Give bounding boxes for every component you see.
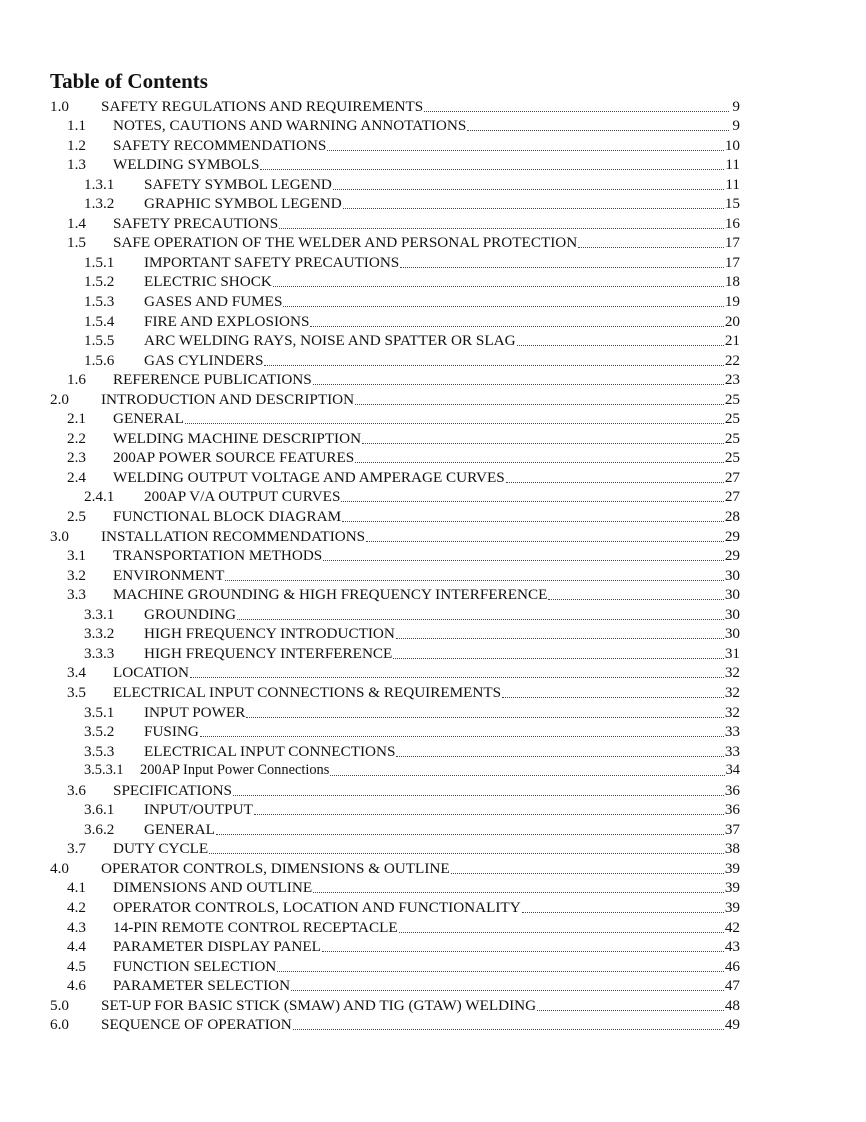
toc-dot-leader xyxy=(277,970,724,972)
toc-entry[interactable] xyxy=(50,174,740,194)
toc-entry[interactable] xyxy=(50,761,740,781)
toc-entry[interactable] xyxy=(50,370,740,390)
toc-dot-leader xyxy=(293,1028,724,1030)
toc-entry-page-number: 22 xyxy=(724,351,740,369)
toc-entry-title: FIRE AND EXPLOSIONS xyxy=(144,312,310,330)
toc-entry-title: GRAPHIC SYMBOL LEGEND xyxy=(144,195,342,213)
toc-entry-page-number: 17 xyxy=(724,234,740,252)
toc-entry-number: 1.5.5 xyxy=(84,332,115,350)
toc-entry-page-number: 36 xyxy=(724,801,740,819)
toc-entry-title: TRANSPORTATION METHODS xyxy=(113,547,323,565)
toc-dot-leader xyxy=(467,129,729,131)
toc-entry-number: 3.6 xyxy=(67,781,86,799)
toc-entry-number: 3.5.3.1 xyxy=(84,762,124,779)
toc-entry[interactable] xyxy=(50,937,740,957)
toc-entry-title: REFERENCE PUBLICATIONS xyxy=(113,371,312,389)
toc-entry[interactable] xyxy=(50,624,740,644)
toc-entry-title: GENERAL xyxy=(144,820,215,838)
toc-dot-leader xyxy=(366,540,724,542)
toc-entry-title: GAS CYLINDERS xyxy=(144,351,264,369)
toc-entry-title: LOCATION xyxy=(113,664,189,682)
toc-entry-title: SAFETY RECOMMENDATIONS xyxy=(113,136,327,154)
toc-dot-leader xyxy=(517,344,724,346)
toc-entry-number: 4.6 xyxy=(67,977,86,995)
toc-dot-leader xyxy=(246,716,723,718)
toc-entry[interactable] xyxy=(50,389,740,409)
toc-entry-page-number: 30 xyxy=(724,605,740,623)
toc-entry-page-number: 25 xyxy=(724,390,740,408)
toc-entry-title: FUSING xyxy=(144,723,199,741)
toc-entry[interactable] xyxy=(50,135,740,155)
toc-entry[interactable] xyxy=(50,331,740,351)
toc-dot-leader xyxy=(548,598,723,600)
toc-entry-page-number: 39 xyxy=(724,879,740,897)
toc-dot-leader xyxy=(341,500,723,502)
toc-entry-number: 1.5.2 xyxy=(84,273,115,291)
toc-entry-title: PARAMETER DISPLAY PANEL xyxy=(113,938,321,956)
toc-entry-page-number: 27 xyxy=(724,488,740,506)
toc-dot-leader xyxy=(396,755,723,757)
toc-entry-number: 6.0 xyxy=(50,1016,69,1034)
toc-entry-number: 3.3.1 xyxy=(84,605,115,623)
toc-entry-page-number: 18 xyxy=(724,273,740,291)
toc-entry[interactable] xyxy=(50,487,740,507)
toc-entry-number: 1.5 xyxy=(67,234,86,252)
toc-entry-page-number: 25 xyxy=(724,449,740,467)
toc-entry[interactable] xyxy=(50,448,740,468)
toc-entry[interactable] xyxy=(50,995,740,1015)
toc-entry-title: GASES AND FUMES xyxy=(144,293,283,311)
toc-entry-page-number: 19 xyxy=(724,293,740,311)
toc-entry-number: 2.4.1 xyxy=(84,488,115,506)
toc-entry-number: 1.0 xyxy=(50,97,69,115)
toc-dot-leader xyxy=(396,637,724,639)
toc-entry-title: ARC WELDING RAYS, NOISE AND SPATTER OR SLAG xyxy=(144,332,516,350)
toc-dot-leader xyxy=(273,285,724,287)
toc-entry-number: 2.1 xyxy=(67,410,86,428)
toc-title: Table of Contents xyxy=(50,69,208,93)
toc-entry-title: SPECIFICATIONS xyxy=(113,781,232,799)
toc-entry-page-number: 25 xyxy=(724,429,740,447)
toc-entry-number: 2.4 xyxy=(67,468,86,486)
toc-entry-number: 3.5.2 xyxy=(84,723,115,741)
toc-dot-leader xyxy=(190,676,724,678)
toc-entry-number: 4.4 xyxy=(67,938,86,956)
toc-dot-leader xyxy=(185,422,724,424)
toc-entry-title: ENVIRONMENT xyxy=(113,566,225,584)
toc-entry-page-number: 42 xyxy=(724,918,740,936)
toc-entry-number: 3.7 xyxy=(67,840,86,858)
toc-entry[interactable] xyxy=(50,116,740,136)
toc-entry[interactable] xyxy=(50,506,740,526)
toc-entry-page-number: 36 xyxy=(724,781,740,799)
toc-entry-page-number: 10 xyxy=(724,136,740,154)
toc-entry-title: INTRODUCTION AND DESCRIPTION xyxy=(101,390,355,408)
toc-entry-number: 1.3 xyxy=(67,156,86,174)
toc-dot-leader xyxy=(313,383,724,385)
toc-entry[interactable] xyxy=(50,702,740,722)
toc-entry-number: 4.3 xyxy=(67,918,86,936)
toc-entry-page-number: 34 xyxy=(725,762,740,779)
toc-entry-title: SAFETY SYMBOL LEGEND xyxy=(144,175,332,193)
toc-dot-leader xyxy=(522,911,724,913)
toc-entry-title: OPERATOR CONTROLS, DIMENSIONS & OUTLINE xyxy=(101,859,450,877)
toc-entry-page-number: 39 xyxy=(724,859,740,877)
toc-dot-leader xyxy=(502,696,724,698)
toc-entry-title: ELECTRIC SHOCK xyxy=(144,273,272,291)
toc-entry-number: 1.5.4 xyxy=(84,312,115,330)
toc-dot-leader xyxy=(355,403,724,405)
toc-dot-leader xyxy=(323,559,724,561)
toc-entry-page-number: 32 xyxy=(724,664,740,682)
toc-entry-page-number: 29 xyxy=(724,527,740,545)
toc-entry-page-number: 31 xyxy=(724,644,740,662)
toc-entry-number: 1.6 xyxy=(67,371,86,389)
toc-dot-leader xyxy=(216,833,724,835)
toc-entry[interactable] xyxy=(50,350,740,370)
toc-entry-page-number: 25 xyxy=(724,410,740,428)
toc-dot-leader xyxy=(310,325,723,327)
toc-dot-leader xyxy=(322,950,724,952)
toc-entry-page-number: 16 xyxy=(724,214,740,232)
toc-entry[interactable] xyxy=(50,819,740,839)
toc-dot-leader xyxy=(264,364,723,366)
toc-entry-page-number: 23 xyxy=(724,371,740,389)
toc-entry-number: 1.4 xyxy=(67,214,86,232)
toc-entry-title: 14-PIN REMOTE CONTROL RECEPTACLE xyxy=(113,918,398,936)
toc-entry-page-number: 9 xyxy=(732,97,740,115)
toc-entry-page-number: 29 xyxy=(724,547,740,565)
toc-entry-number: 3.6.2 xyxy=(84,820,115,838)
toc-entry-page-number: 47 xyxy=(724,977,740,995)
toc-entry[interactable] xyxy=(50,878,740,898)
toc-entry-page-number: 48 xyxy=(724,996,740,1014)
toc-entry[interactable] xyxy=(50,643,740,663)
toc-entry-page-number: 46 xyxy=(724,957,740,975)
toc-dot-leader xyxy=(200,735,724,737)
toc-entry-page-number: 11 xyxy=(725,156,740,174)
toc-entry-page-number: 28 xyxy=(724,508,740,526)
toc-entry-page-number: 39 xyxy=(724,898,740,916)
toc-entry-title: PARAMETER SELECTION xyxy=(113,977,291,995)
toc-entry[interactable] xyxy=(50,194,740,214)
toc-entry-number: 1.3.1 xyxy=(84,175,115,193)
toc-entry-number: 3.1 xyxy=(67,547,86,565)
toc-entry-number: 2.0 xyxy=(50,390,69,408)
toc-dot-leader xyxy=(237,618,724,620)
toc-entry-title: 200AP POWER SOURCE FEATURES xyxy=(113,449,355,467)
toc-entry-page-number: 33 xyxy=(724,742,740,760)
toc-entry[interactable] xyxy=(50,839,740,859)
toc-entry[interactable] xyxy=(50,526,740,546)
toc-entry[interactable] xyxy=(50,565,740,585)
toc-list xyxy=(50,96,740,1034)
toc-dot-leader xyxy=(537,1009,724,1011)
toc-entry[interactable] xyxy=(50,546,740,566)
toc-entry-title: SAFETY PRECAUTIONS xyxy=(113,214,279,232)
toc-entry-number: 2.3 xyxy=(67,449,86,467)
toc-entry[interactable] xyxy=(50,252,740,272)
toc-entry-title: SEQUENCE OF OPERATION xyxy=(101,1016,292,1034)
toc-entry-title: SAFETY REGULATIONS AND REQUIREMENTS xyxy=(101,97,424,115)
toc-entry-title: GENERAL xyxy=(113,410,184,428)
toc-entry-title: MACHINE GROUNDING & HIGH FREQUENCY INTERFERENCE xyxy=(113,586,548,604)
toc-entry[interactable] xyxy=(50,741,740,761)
toc-dot-leader xyxy=(283,305,723,307)
toc-entry-number: 3.4 xyxy=(67,664,86,682)
toc-dot-leader xyxy=(233,794,724,796)
toc-dot-leader xyxy=(362,442,724,444)
toc-entry-title: FUNCTION SELECTION xyxy=(113,957,277,975)
toc-entry[interactable] xyxy=(50,272,740,292)
toc-entry-title: FUNCTIONAL BLOCK DIAGRAM xyxy=(113,508,342,526)
toc-entry[interactable] xyxy=(50,233,740,253)
toc-entry[interactable] xyxy=(50,917,740,937)
toc-entry-title: 200AP V/A OUTPUT CURVES xyxy=(144,488,341,506)
toc-entry[interactable] xyxy=(50,409,740,429)
toc-entry-number: 3.3.2 xyxy=(84,625,115,643)
toc-entry-page-number: 30 xyxy=(724,625,740,643)
toc-entry-title: HIGH FREQUENCY INTERFERENCE xyxy=(144,644,393,662)
toc-entry[interactable] xyxy=(50,663,740,683)
toc-entry-number: 1.1 xyxy=(67,117,86,135)
toc-entry-number: 5.0 xyxy=(50,996,69,1014)
toc-entry[interactable] xyxy=(50,722,740,742)
toc-entry-page-number: 32 xyxy=(724,683,740,701)
toc-entry-number: 3.5 xyxy=(67,683,86,701)
toc-entry[interactable] xyxy=(50,1015,740,1035)
toc-entry-number: 1.5.6 xyxy=(84,351,115,369)
toc-entry[interactable] xyxy=(50,976,740,996)
toc-entry-number: 1.3.2 xyxy=(84,195,115,213)
toc-entry-title: OPERATOR CONTROLS, LOCATION AND FUNCTIONALITY xyxy=(113,898,521,916)
toc-entry-number: 4.1 xyxy=(67,879,86,897)
toc-entry-page-number: 38 xyxy=(724,840,740,858)
toc-entry[interactable] xyxy=(50,213,740,233)
toc-entry-number: 4.2 xyxy=(67,898,86,916)
toc-dot-leader xyxy=(424,110,729,112)
toc-entry[interactable] xyxy=(50,311,740,331)
toc-entry[interactable] xyxy=(50,858,740,878)
toc-entry-number: 3.3 xyxy=(67,586,86,604)
toc-dot-leader xyxy=(209,852,724,854)
toc-entry-number: 1.5.1 xyxy=(84,253,115,271)
toc-entry-page-number: 43 xyxy=(724,938,740,956)
toc-dot-leader xyxy=(254,813,724,815)
toc-entry-page-number: 30 xyxy=(724,586,740,604)
toc-dot-leader xyxy=(355,461,724,463)
toc-entry[interactable] xyxy=(50,956,740,976)
toc-entry-number: 3.6.1 xyxy=(84,801,115,819)
toc-entry-page-number: 32 xyxy=(724,703,740,721)
toc-entry-page-number: 33 xyxy=(724,723,740,741)
toc-dot-leader xyxy=(343,207,724,209)
toc-entry-title: WELDING SYMBOLS xyxy=(113,156,260,174)
toc-entry-page-number: 17 xyxy=(724,253,740,271)
toc-dot-leader xyxy=(260,168,724,170)
toc-entry-number: 4.5 xyxy=(67,957,86,975)
toc-entry-number: 4.0 xyxy=(50,859,69,877)
toc-entry-title: ELECTRICAL INPUT CONNECTIONS xyxy=(144,742,396,760)
toc-entry-page-number: 21 xyxy=(724,332,740,350)
toc-entry-title: WELDING OUTPUT VOLTAGE AND AMPERAGE CURVES xyxy=(113,468,505,486)
toc-entry-title: SET-UP FOR BASIC STICK (SMAW) AND TIG (GTAW) WELDING xyxy=(101,996,537,1014)
toc-entry-number: 3.2 xyxy=(67,566,86,584)
toc-entry-page-number: 27 xyxy=(724,468,740,486)
toc-entry-number: 2.2 xyxy=(67,429,86,447)
toc-entry-title: ELECTRICAL INPUT CONNECTIONS & REQUIREMENTS xyxy=(113,683,502,701)
toc-entry-title: INSTALLATION RECOMMENDATIONS xyxy=(101,527,366,545)
toc-entry[interactable] xyxy=(50,467,740,487)
toc-entry-number: 1.2 xyxy=(67,136,86,154)
toc-dot-leader xyxy=(393,657,723,659)
toc-entry-title: IMPORTANT SAFETY PRECAUTIONS xyxy=(144,253,400,271)
toc-entry-number: 3.5.3 xyxy=(84,742,115,760)
toc-entry[interactable] xyxy=(50,428,740,448)
toc-entry-title: WELDING MACHINE DESCRIPTION xyxy=(113,429,362,447)
toc-entry[interactable] xyxy=(50,96,740,116)
toc-entry[interactable] xyxy=(50,155,740,175)
toc-dot-leader xyxy=(313,891,724,893)
toc-dot-leader xyxy=(506,481,724,483)
toc-entry[interactable] xyxy=(50,604,740,624)
toc-entry-title: SAFE OPERATION OF THE WELDER AND PERSONAL PROTECTION xyxy=(113,234,578,252)
toc-entry-page-number: 49 xyxy=(724,1016,740,1034)
toc-entry-page-number: 9 xyxy=(732,117,740,135)
toc-entry-number: 3.0 xyxy=(50,527,69,545)
toc-entry-number: 2.5 xyxy=(67,508,86,526)
toc-entry-number: 3.3.3 xyxy=(84,644,115,662)
toc-entry-page-number: 37 xyxy=(724,820,740,838)
toc-entry-title: DIMENSIONS AND OUTLINE xyxy=(113,879,313,897)
toc-entry[interactable] xyxy=(50,682,740,702)
toc-entry-title: HIGH FREQUENCY INTRODUCTION xyxy=(144,625,395,643)
toc-dot-leader xyxy=(291,989,724,991)
toc-entry-title: NOTES, CAUTIONS AND WARNING ANNOTATIONS xyxy=(113,117,467,135)
toc-entry-page-number: 15 xyxy=(724,195,740,213)
toc-entry-title: INPUT POWER xyxy=(144,703,246,721)
toc-dot-leader xyxy=(225,579,723,581)
toc-dot-leader xyxy=(400,266,724,268)
toc-entry[interactable] xyxy=(50,897,740,917)
toc-entry[interactable] xyxy=(50,800,740,820)
toc-entry-page-number: 20 xyxy=(724,312,740,330)
toc-entry-title: GROUNDING xyxy=(144,605,236,623)
toc-entry-page-number: 30 xyxy=(724,566,740,584)
toc-dot-leader xyxy=(327,149,723,151)
toc-dot-leader xyxy=(578,246,724,248)
toc-dot-leader xyxy=(451,872,724,874)
toc-entry-title: INPUT/OUTPUT xyxy=(144,801,253,819)
toc-entry-title: 200AP Input Power Connections xyxy=(140,762,330,779)
toc-entry[interactable] xyxy=(50,585,740,605)
toc-entry-title: DUTY CYCLE xyxy=(113,840,209,858)
toc-dot-leader xyxy=(342,520,724,522)
toc-dot-leader xyxy=(399,931,724,933)
toc-entry-number: 1.5.3 xyxy=(84,293,115,311)
toc-entry[interactable] xyxy=(50,780,740,800)
toc-entry[interactable] xyxy=(50,291,740,311)
toc-dot-leader xyxy=(333,188,724,190)
toc-dot-leader xyxy=(279,227,724,229)
toc-entry-number: 3.5.1 xyxy=(84,703,115,721)
toc-entry-page-number: 11 xyxy=(725,175,740,193)
toc-dot-leader xyxy=(330,774,724,776)
